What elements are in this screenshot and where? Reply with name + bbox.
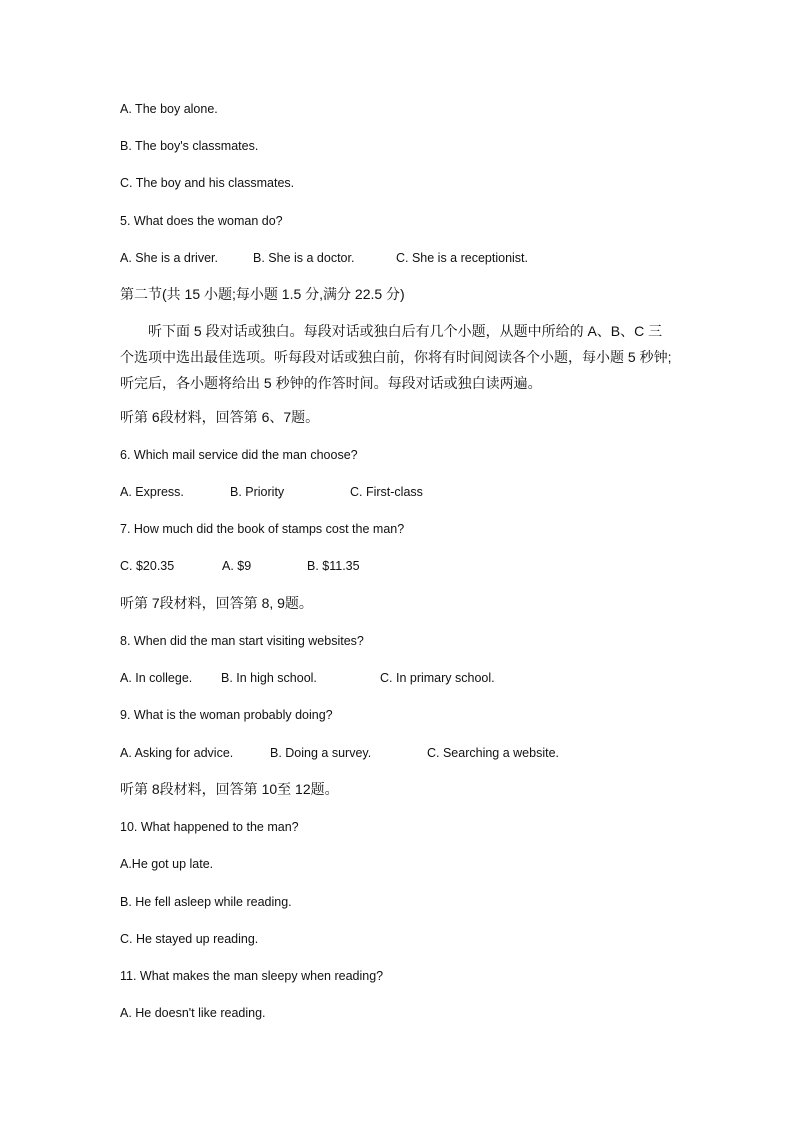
q6-option-a: A. Express. <box>120 485 184 499</box>
question-11: 11. What makes the man sleepy when reading? <box>120 969 384 983</box>
material-7-heading: 听第 7段材料，回答第 8, 9题。 <box>120 595 313 611</box>
q6-option-b: B. Priority <box>230 485 285 499</box>
q10-option-b: B. He fell asleep while reading. <box>120 895 292 909</box>
material-6-heading: 听第 6段材料，回答第 6、7题。 <box>120 409 320 425</box>
q9-option-c: C. Searching a website. <box>427 746 560 760</box>
material-8-heading: 听第 8段材料，回答第 10至 12题。 <box>120 781 339 797</box>
q10-option-c: C. He stayed up reading. <box>120 932 259 946</box>
instructions-text: 听下面 5 段对话或独白。每段对话或独白后有几个小题，从题中所给的 A、B、C 三个选项中选出最佳选项。听每段对话或独白前，你将有时间阅读各个小题，每小题 5 秒钟;听完后，各小题将给出 5 秒钟的作答时间。每段对话或独白读两遍。 <box>120 323 672 391</box>
q8-option-c: C. In primary school. <box>380 671 495 685</box>
question-10: 10. What happened to the man? <box>120 820 299 834</box>
q5-option-c: C. She is a receptionist. <box>396 251 529 265</box>
question-6: 6. Which mail service did the man choose? <box>120 448 358 462</box>
q7-option-a: A. $9 <box>222 559 252 573</box>
q8-option-a: A. In college. <box>120 671 193 685</box>
q10-option-a: A.He got up late. <box>120 857 214 871</box>
q6-option-c: C. First-class <box>350 485 423 499</box>
q9-option-a: A. Asking for advice. <box>120 746 234 760</box>
q8-option-b: B. In high school. <box>221 671 317 685</box>
q4-option-b: B. The boy's classmates. <box>120 139 259 153</box>
q4-option-a: A. The boy alone. <box>120 102 218 116</box>
q7-option-b: B. $11.35 <box>307 559 360 573</box>
section-2-heading: 第二节(共 15 小题;每小题 1.5 分,满分 22.5 分) <box>120 286 405 302</box>
question-7: 7. How much did the book of stamps cost the man? <box>120 522 405 536</box>
q7-option-c: C. $20.35 <box>120 559 175 573</box>
instructions <box>120 318 676 396</box>
q4-option-c: C. The boy and his classmates. <box>120 176 295 190</box>
question-8: 8. When did the man start visiting websites? <box>120 634 364 648</box>
question-9: 9. What is the woman probably doing? <box>120 708 333 722</box>
question-5: 5. What does the woman do? <box>120 214 283 228</box>
q5-option-a: A. She is a driver. <box>120 251 218 265</box>
q5-option-b: B. She is a doctor. <box>253 251 355 265</box>
q11-option-a: A. He doesn't like reading. <box>120 1006 266 1020</box>
q9-option-b: B. Doing a survey. <box>270 746 372 760</box>
